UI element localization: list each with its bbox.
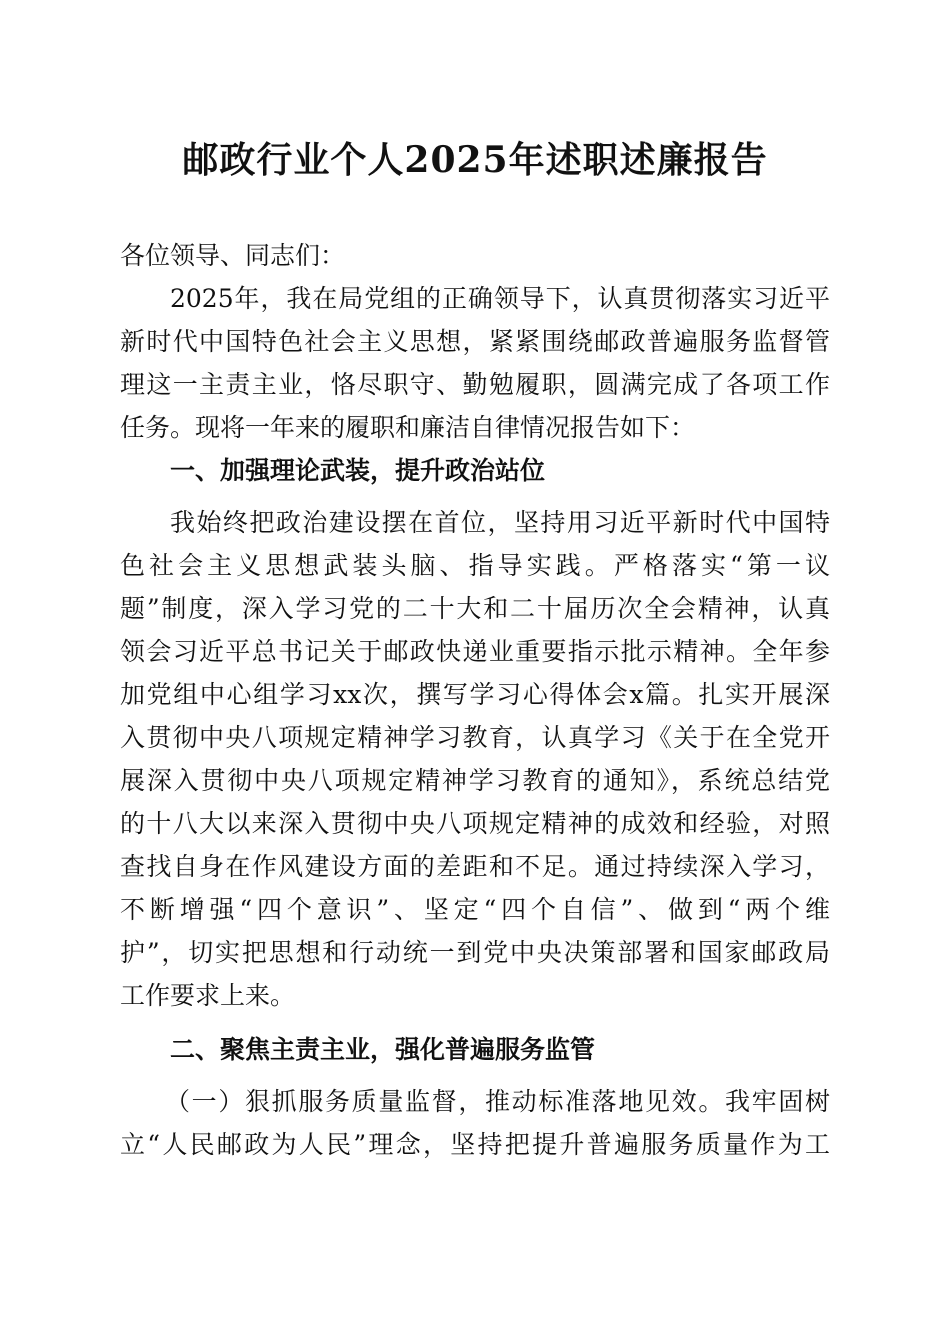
section-1-line-5: 加党组中心组学习xx次，撰写学习心得体会x篇。扎实开展深 [120, 680, 830, 709]
section-1-line-1: 我始终把政治建设摆在首位，坚持用习近平新时代中国特 [170, 508, 830, 537]
section-2-line-1: （一）狠抓服务质量监督，推动标准落地见效。我牢固树 [165, 1087, 830, 1116]
section-1-heading: 一、加强理论武装，提升政治站位 [170, 456, 546, 485]
section-1-line-12: 工作要求上来。 [120, 981, 296, 1010]
section-1-line-6: 入贯彻中央八项规定精神学习教育，认真学习《关于在全党开 [120, 723, 830, 752]
section-1-line-9: 查找自身在作风建设方面的差距和不足。通过持续深入学习， [120, 852, 830, 881]
section-1-line-4: 领会习近平总书记关于邮政快递业重要指示批示精神。全年参 [120, 637, 830, 666]
section-1-line-10: 不断增强“四个意识”、坚定“四个自信”、做到“两个维 [120, 895, 830, 924]
salutation: 各位领导、同志们： [120, 241, 346, 270]
section-1-line-3: 题”制度，深入学习党的二十大和二十届历次全会精神，认真 [120, 594, 830, 623]
intro-line-1: 2025年，我在局党组的正确领导下，认真贯彻落实习近平 [170, 284, 830, 313]
section-1-line-7: 展深入贯彻中央八项规定精神学习教育的通知》，系统总结党 [120, 766, 830, 795]
section-1-line-2: 色社会主义思想武装头脑、指导实践。严格落实“第一议 [120, 551, 830, 580]
document-title: 邮政行业个人2025年述职述廉报告 [182, 139, 768, 181]
section-1-line-11: 护”，切实把思想和行动统一到党中央决策部署和国家邮政局 [120, 938, 830, 967]
intro-line-4: 任务。现将一年来的履职和廉洁自律情况报告如下： [120, 413, 696, 442]
intro-line-2: 新时代中国特色社会主义思想，紧紧围绕邮政普遍服务监督管 [120, 327, 830, 356]
section-1-line-8: 的十八大以来深入贯彻中央八项规定精神的成效和经验，对照 [120, 809, 830, 838]
section-2-line-2: 立“人民邮政为人民”理念，坚持把提升普遍服务质量作为工 [120, 1130, 830, 1159]
intro-line-3: 理这一主责主业，恪尽职守、勤勉履职，圆满完成了各项工作 [120, 370, 830, 399]
section-2-heading: 二、聚焦主责主业，强化普遍服务监管 [170, 1035, 596, 1064]
